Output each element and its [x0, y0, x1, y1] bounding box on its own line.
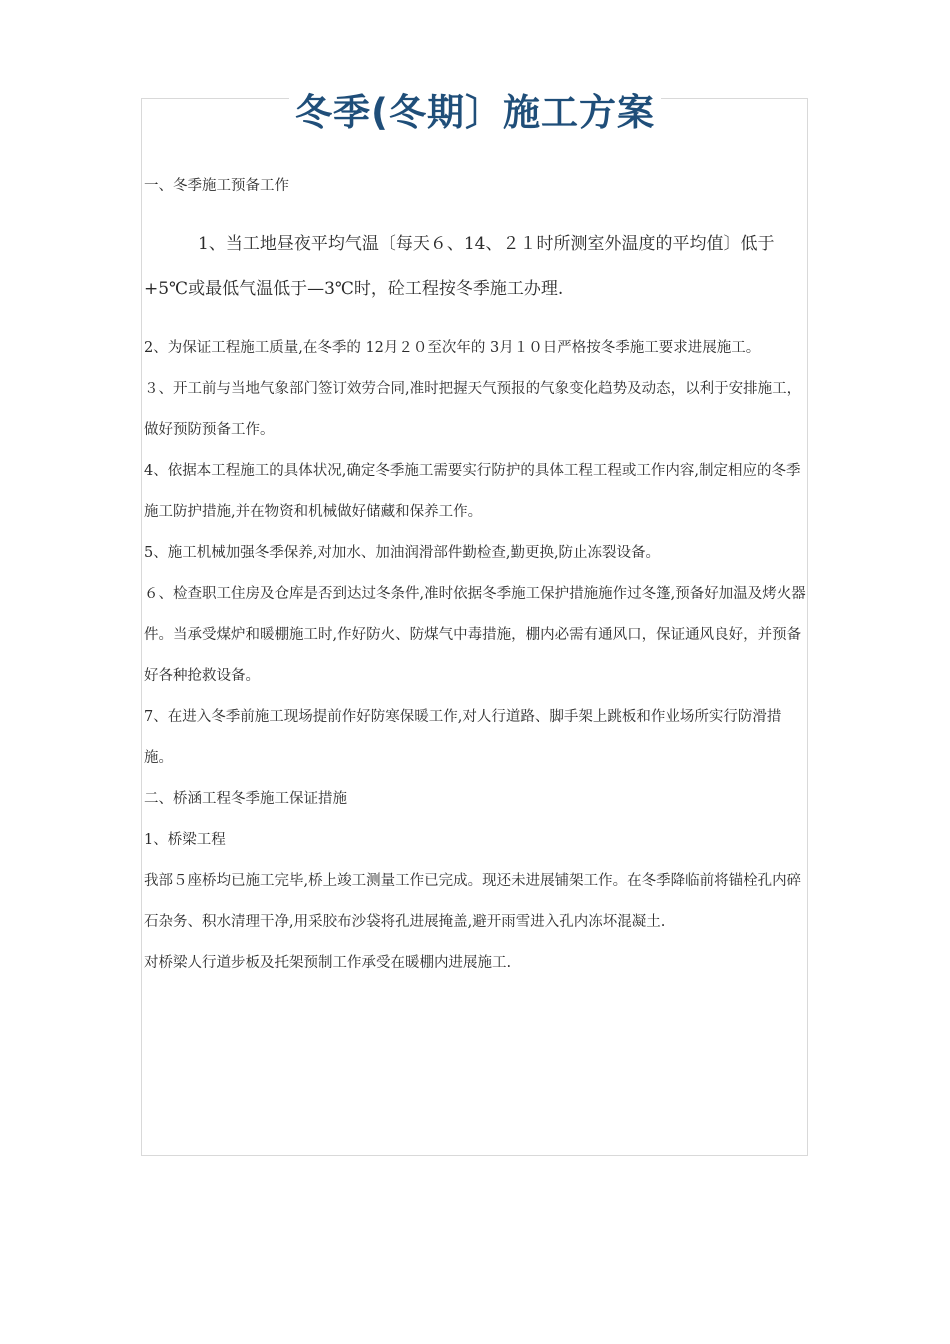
subheading-bridge-works: 1、桥梁工程 — [144, 832, 226, 848]
paragraph-machine-maintenance: 5、施工机械加强冬季保养,对加水、加油润滑部件勤检查,勤更换,防止冻裂设备。 — [144, 545, 661, 561]
section-heading-bridge-measures: 二、桥涵工程冬季施工保证措施 — [144, 791, 347, 807]
paragraph-housing-check: ６、检查职工住房及仓库是否到达过冬条件,准时依据冬季施工保护措施施作过冬篷,预备好加温及烤火器件。当承受煤炉和暖棚施工时,作好防火、防煤气中毒措施，棚内必需有通风口，保证通风良好，并预备好各种抢救设备。 — [144, 586, 806, 684]
paragraph-site-warmth: 7、在进入冬季前施工现场提前作好防寒保暖工作,对人行道路、脚手架上跳板和作业场所实行防滑措施。 — [144, 709, 782, 766]
paragraph-weather-contract: ３、开工前与当地气象部门签订效劳合同,准时把握天气预报的气象变化趋势及动态，以利于安排施工，做好预防预备工作。 — [144, 381, 802, 438]
paragraph-sidewalk-precast: 对桥梁人行道步板及托架预制工作承受在暖棚内进展施工. — [144, 955, 512, 971]
paragraph-protection-measures: 4、依据本工程施工的具体状况,确定冬季施工需要实行防护的具体工程工程或工作内容,制定相应的冬季施工防护措施,并在物资和机械做好储藏和保养工作。 — [144, 463, 801, 520]
paragraph-winter-period: 2、为保证工程施工质量,在冬季的 12月２０至次年的 3月１０日严格按冬季施工要求进展施工。 — [144, 340, 761, 356]
section-heading-preparation: 一、冬季施工预备工作 — [144, 178, 289, 194]
paragraph-bridge-status: 我部５座桥均已施工完毕,桥上竣工测量工作已完成。现还未进展铺架工作。在冬季降临前将锚栓孔内碎石杂务、积水清理干净,用采胶布沙袋将孔进展掩盖,避开雨雪进入孔内冻坏混凝土. — [144, 873, 802, 930]
paragraph-temperature-rule: 1、当工地昼夜平均气温〔每天６、14、２１时所测室外温度的平均值〕低于+5℃或最低气温低于—3℃时，砼工程按冬季施工办理. — [144, 234, 775, 299]
document-title-text: 冬季(冬期〕施工方案 — [289, 91, 661, 134]
document-title — [0, 82, 950, 136]
document-body — [144, 166, 808, 984]
